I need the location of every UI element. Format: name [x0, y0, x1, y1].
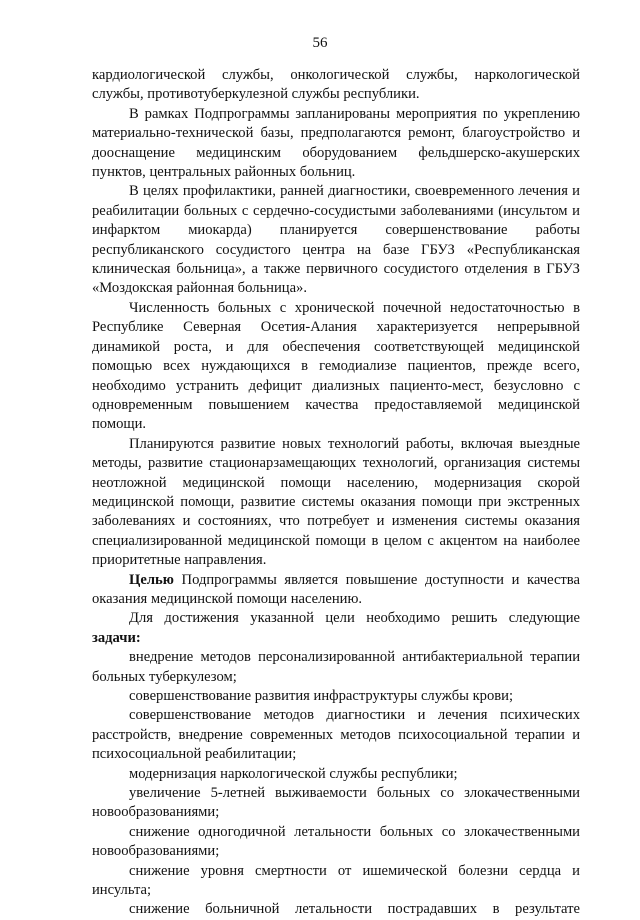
- goal-label: Целью: [129, 571, 174, 588]
- task-item: внедрение методов персонализированной антибактериальной терапии больных туберкулезом;: [92, 649, 580, 685]
- task-item: снижение уровня смертности от ишемической болезни сердца и инсульта;: [92, 862, 580, 899]
- page-number: 56: [312, 35, 328, 51]
- task-item: совершенствование развития инфраструктуры службы крови;: [129, 688, 514, 704]
- task-item: увеличение 5-летней выживаемости больных со злокачественными новообразованиями;: [92, 785, 580, 821]
- task-item: снижение одногодичной летальности больных со злокачественными новообразованиями;: [92, 823, 580, 860]
- tasks-label: задачи:: [92, 629, 141, 646]
- tasks-intro-text: Для достижения указанной цели необходимо решить следующие: [129, 610, 580, 627]
- paragraph-continuation: кардиологической службы, онкологической службы, наркологической службы, противотуберкулезной службы республики.: [92, 67, 580, 103]
- paragraph-new-technologies: Планируются развитие новых технологий работы, включая выездные методы, развитие стационарзамещающих технологий, организация системы неотложной медицинской помощи населению, модернизация скорой медицинской помощи, развитие системы оказания помощи при экстренных заболеваниях и состояниях, что потребует и изменения системы оказания специализированной медицинской помощи в целом с акцентом на наиболее приоритетные направления.: [92, 435, 580, 569]
- task-item: совершенствование методов диагностики и лечения психических расстройств, внедрение современных методов психосоциальной терапии и психосоциальной реабилитации;: [92, 707, 580, 763]
- task-item: снижение больничной летальности пострадавших в результате: [129, 901, 580, 918]
- paragraph-tasks-intro: [92, 609, 580, 648]
- body-text: [92, 66, 580, 920]
- goal-text: Подпрограммы является повышение доступности и качества оказания медицинской помощи населению.: [92, 571, 580, 607]
- paragraph-goal: [92, 571, 580, 610]
- task-item: модернизация наркологической службы республики;: [129, 765, 458, 782]
- paragraph-material-base: В рамках Подпрограммы запланированы мероприятия по укреплению материально-технической базы, предполагаются ремонт, благоустройство и дооснащение медицинским оборудованием фельдшерско-акушерских пунктов, центральных районных больниц.: [92, 105, 580, 181]
- paragraph-renal-failure: Численность больных с хронической почечной недостаточностью в Республике Северная Осетия-Алания характеризуется непрерывной динамикой роста, и для обеспечения соответствующей медицинской помощью всех нуждающихся в гемодиализе пациентов, прежде всего, необходимо устранить дефицит диализных пациенто-мест, безусловно с одновременным повышением качества предоставляемой медицинской помощи.: [92, 299, 580, 433]
- paragraph-cardiovascular: В целях профилактики, ранней диагностики, своевременного лечения и реабилитации больных с сердечно-сосудистыми заболеваниями (инсультом и инфарктом миокарда) планируется совершенствование работы республиканского сосудистого центра на базе ГБУЗ «Республиканская клиническая больница», а также первичного сосудистого отделения в ГБУЗ «Моздокская районная больница».: [92, 183, 580, 297]
